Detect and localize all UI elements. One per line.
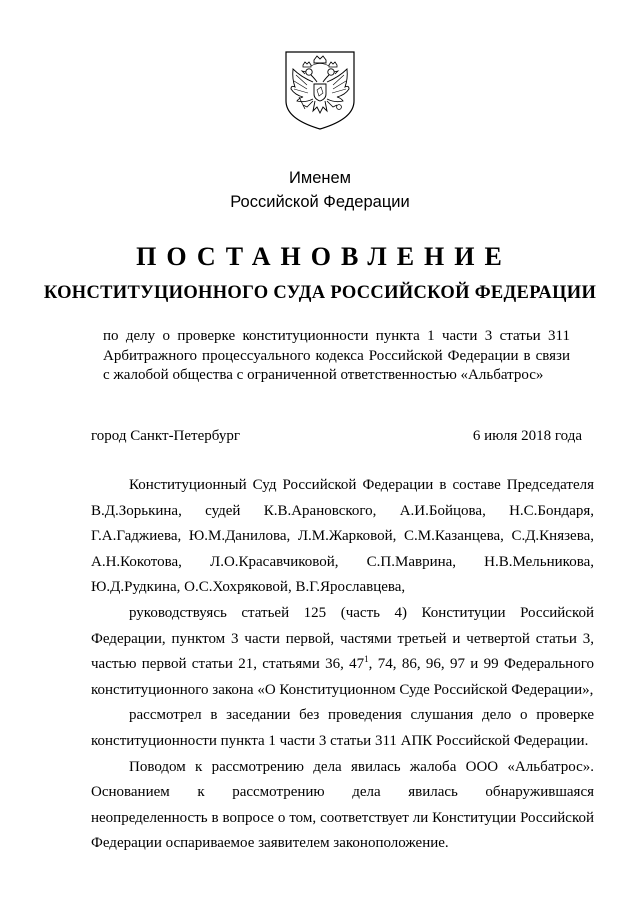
article-superscript: 1: [364, 654, 369, 665]
paragraph-grounds: Поводом к рассмотрению дела явилась жалоба ООО «Альбатрос». Основанием к рассмотрению дела явилась обнаружившаяся неопределенность в вопросе о том, соответствует ли Конституции Российской Федерации оспариваемое заявителем законоположение.: [91, 758, 594, 852]
coat-of-arms-svg: [283, 49, 357, 131]
paragraph-legal-basis: [91, 601, 594, 703]
on-behalf-line-1: Именем: [288, 169, 351, 187]
paragraph-considered: рассмотрел в заседании без проведения слушания дело о проверке конституционности пункта 1 части 3 статьи 311 АПК Российской Федерации.: [91, 707, 594, 749]
on-behalf-line-2: Российской Федерации: [230, 193, 410, 211]
legal-basis-text-2: , 74, 86, 96, 97 и 99 Федерального конституционного закона «О Конституционном Суде Российской Федерации»,: [91, 656, 594, 698]
date: 6 июля 2018 года: [472, 428, 582, 444]
document-title: ПОСТАНОВЛЕНИЕ: [136, 242, 512, 271]
document-body: [91, 473, 594, 857]
document-subtitle: КОНСТИТУЦИОННОГО СУДА РОССИЙСКОЙ ФЕДЕРАЦИИ: [43, 283, 597, 303]
coat-of-arms-icon: [283, 49, 357, 131]
paragraph-composition: Конституционный Суд Российской Федерации в составе Председателя В.Д.Зорькина, судей К.В.Арановского, А.И.Бойцова, Н.С.Бондаря, Г.А.Гаджиева, Ю.М.Данилова, Л.М.Жарковой, С.М.Казанцева, С.Д.Князева, А.Н.Кокотова, Л.О.Красавчиковой, С.П.Маврина, Н.В.Мельникова, Ю.Д.Рудкина, О.С.Хохряковой, В.Г.Ярославцева,: [91, 477, 594, 596]
legal-basis-text-1: руководствуясь статьей 125 (часть 4) Конституции Российской Федерации, пунктом 3 части первой, частями третьей и четвертой статьи 3, частью первой статьи 21, статьями 36, 47: [91, 604, 594, 673]
place: город Санкт-Петербург: [91, 428, 240, 444]
case-subject: по делу о проверке конституционности пункта 1 части 3 статьи 311 Арбитражного процессуального кодекса Российской Федерации в связи с жалобой общества с ограниченной ответственностью «Альбатрос»: [103, 328, 570, 383]
